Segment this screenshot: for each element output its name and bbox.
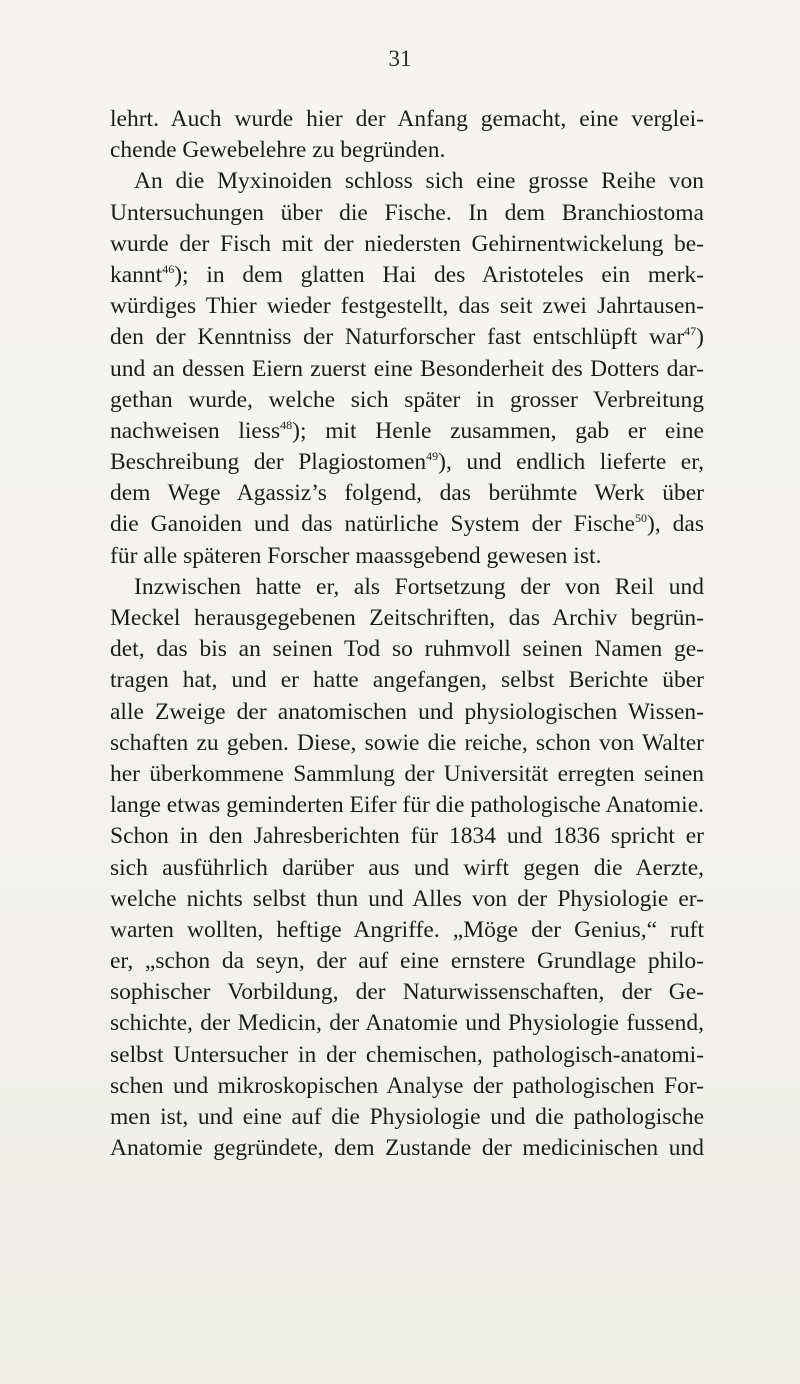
text-line-main: lehrt. Auch wurde hier der Anfang gemacht, eine verglei-	[110, 106, 704, 132]
text-line-main: det, das bis an seinen Tod so ruhmvoll seinen Namen ge-	[110, 636, 704, 663]
text-line	[110, 354, 704, 385]
text-line-main: Beschreibung der Plagiostomen	[110, 449, 427, 476]
text-line-main: schichte, der Medicin, der Anatomie und Physiologie fussend,	[110, 1010, 704, 1037]
text-line-main: für alle späteren Forscher maassgebend gewesen ist.	[110, 542, 602, 569]
text-line-main: Inzwischen hatte er, als Fortsetzung der von Reil und	[134, 573, 704, 600]
text-line	[110, 759, 704, 790]
text-line	[110, 915, 704, 946]
text-line-main: Untersuchungen über die Fische. In dem Branchiostoma	[110, 199, 704, 226]
text-line	[110, 977, 704, 1008]
text-line	[110, 541, 704, 572]
text-line-main: nachweisen liess	[110, 417, 281, 444]
text-line-main: und an dessen Eiern zuerst eine Besonderheit des Dotters dar-	[110, 355, 704, 382]
text-line-main: Anatomie gegründete, dem Zustande der medicinischen und	[110, 1135, 704, 1162]
footnote-marker: 48	[280, 417, 293, 432]
text-line	[110, 821, 704, 852]
text-line-main: alle Zweige der anatomischen und physiologischen Wissen-	[110, 698, 704, 725]
text-line	[110, 229, 704, 260]
text-line	[110, 385, 704, 416]
text-line-main: An die Myxinoiden schloss sich eine grosse Reihe von	[134, 168, 704, 195]
text-line	[110, 1133, 704, 1164]
text-line-rest: ), das	[647, 511, 705, 538]
text-line	[110, 416, 704, 447]
text-line-main: welche nichts selbst thun und Alles von der Physiologie er-	[110, 885, 704, 912]
text-line	[110, 1102, 704, 1133]
text-line-main: sich ausführlich darüber aus und wirft gegen die Aerzte,	[110, 854, 704, 881]
text-line	[110, 104, 704, 135]
text-line-rest: ); mit Henle zusammen, gab er eine	[292, 417, 704, 444]
text-line	[110, 322, 704, 353]
text-line	[110, 198, 704, 229]
text-line	[110, 946, 704, 977]
text-line-main: warten wollten, heftige Angriffe. „Möge der Genius,“ ruft	[110, 916, 704, 943]
text-line	[110, 478, 704, 509]
text-line	[110, 1008, 704, 1039]
footnote-marker: 50	[635, 511, 647, 526]
text-line-main: schen und mikroskopischen Analyse der pathologischen For-	[110, 1072, 704, 1099]
text-line	[110, 884, 704, 915]
text-line-main: gethan wurde, welche sich später in grosser Verbreitung	[110, 386, 704, 413]
text-line	[110, 728, 704, 759]
text-line-main: dem Wege Agassiz’s folgend, das berühmte Werk über	[110, 480, 704, 507]
text-line-main: selbst Untersucher in der chemischen, pathologisch-anatomi-	[110, 1041, 704, 1068]
text-line	[110, 291, 704, 322]
text-line	[110, 1040, 704, 1071]
footnote-marker: 49	[426, 449, 439, 464]
footnote-marker: 46	[162, 261, 175, 276]
text-line	[110, 634, 704, 665]
text-line-main: lange etwas geminderten Eifer für die pathologische Anatomie.	[110, 792, 704, 819]
text-line-main: er, „schon da seyn, der auf eine ernstere Grundlage philo-	[110, 948, 704, 975]
text-line	[110, 509, 704, 540]
footnote-marker: 47	[684, 324, 697, 339]
text-line-main: tragen hat, und er hatte angefangen, selbst Berichte über	[110, 667, 704, 694]
body-text	[110, 104, 704, 1164]
text-line-main: sophischer Vorbildung, der Naturwissenschaften, der Ge-	[110, 979, 704, 1006]
text-line-main: schaften zu geben. Diese, sowie die reiche, schon von Walter	[110, 729, 704, 756]
text-line	[110, 447, 704, 478]
text-line-main: würdiges Thier wieder festgestellt, das seit zwei Jahrtausen-	[110, 293, 704, 320]
text-line-main: wurde der Fisch mit der niedersten Gehirnentwickelung be-	[110, 230, 704, 257]
text-line	[110, 260, 704, 291]
text-line-main: Schon in den Jahresberichten für 1834 und 1836 spricht er	[110, 823, 704, 850]
text-line-main: kannt	[110, 261, 163, 288]
text-line	[110, 790, 704, 821]
text-line-main: den der Kenntniss der Naturforscher fast entschlüpft war	[110, 324, 685, 351]
text-line	[110, 572, 704, 603]
text-line	[110, 1071, 704, 1102]
text-line-main: her überkommene Sammlung der Universität erregten seinen	[110, 760, 704, 787]
text-line-rest: ), und endlich lieferte er,	[438, 449, 705, 476]
text-line-rest: )	[696, 324, 704, 351]
text-line-main: die Ganoiden und das natürliche System der Fische	[110, 511, 635, 538]
text-line	[110, 135, 704, 166]
text-line-main: chende Gewebelehre zu begründen.	[110, 137, 446, 164]
text-line-rest: ); in dem glatten Hai des Aristoteles ein merk-	[174, 261, 704, 288]
text-line	[110, 697, 704, 728]
page-number: 31	[388, 46, 412, 71]
text-line-main: men ist, und eine auf die Physiologie und die pathologische	[110, 1104, 704, 1130]
text-line-main: Meckel herausgegebenen Zeitschriften, das Archiv begrün-	[110, 605, 704, 631]
text-line	[110, 603, 704, 634]
text-line	[110, 166, 704, 197]
text-line	[110, 665, 704, 696]
text-line	[110, 853, 704, 884]
